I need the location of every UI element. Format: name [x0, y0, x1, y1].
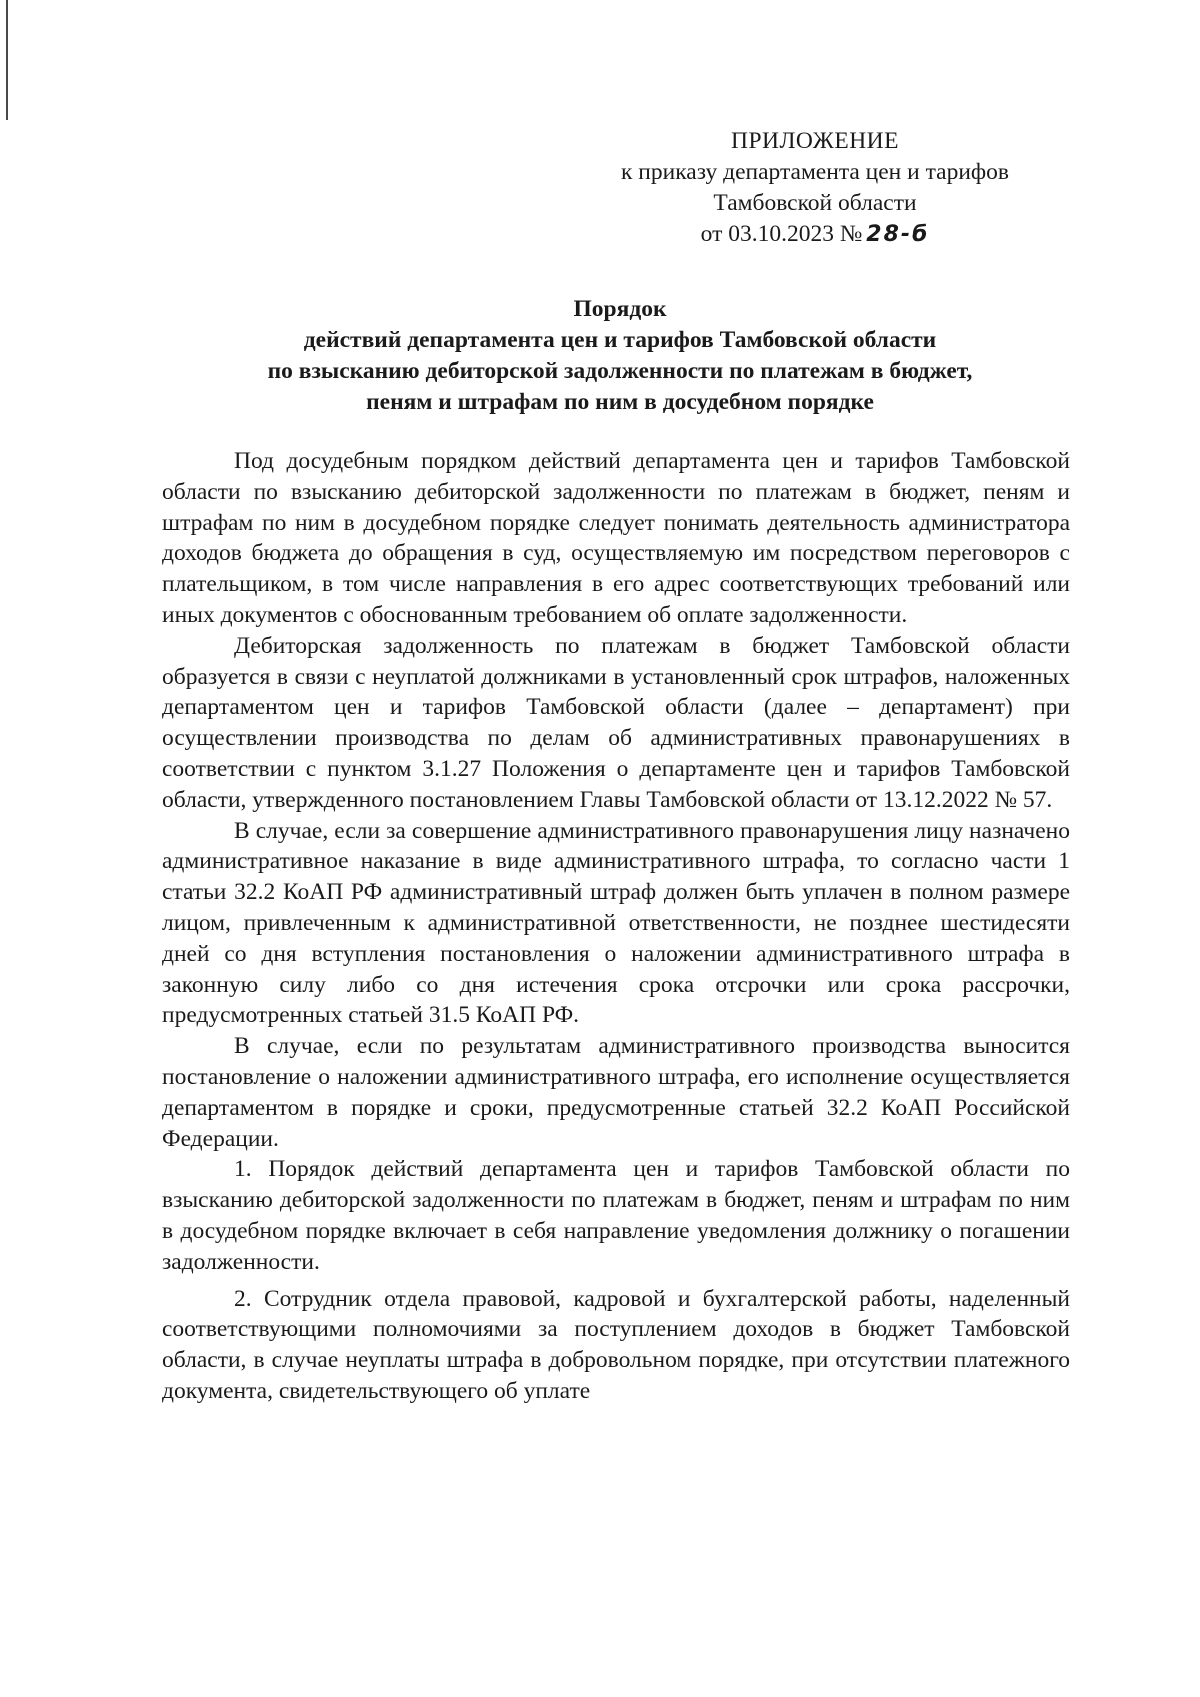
appendix-block [580, 126, 1050, 250]
document-title [160, 294, 1080, 418]
title-line-2: действий департамента цен и тарифов Тамбовской области [303, 327, 937, 353]
appendix-region-line: Тамбовской области [713, 190, 917, 216]
appendix-date-line [580, 219, 1050, 250]
body-paragraph-1: Под досудебным порядком действий департамента цен и тарифов Тамбовской области по взысканию дебиторской задолженности по платежам в бюджет, пеням и штрафам по ним в досудебном порядке следует понимать деятельность администратора доходов бюджета до обращения в суд, осуществляемую им посредством переговоров с плательщиком, в том числе направления в его адрес соответствующих требований или иных документов с обоснованным требованием об оплате задолженности. [162, 448, 1070, 628]
body-paragraph-2: Дебиторская задолженность по платежам в бюджет Тамбовской области образуется в связи с неуплатой должниками в установленный срок штрафов, наложенных департаментом цен и тарифов Тамбовской области (далее – департамент) при осуществлении производства по делам об административных правонарушениях в соответствии с пунктом 3.1.27 Положения о департаменте цен и тарифов Тамбовской области, утвержденного постановлением Главы Тамбовской области от 13.12.2022 № 57. [162, 632, 1070, 813]
appendix-heading: ПРИЛОЖЕНИЕ [730, 128, 900, 154]
title-line-4: пеням и штрафам по ним в досудебном порядке [366, 389, 874, 415]
scan-edge-line [6, 0, 8, 120]
title-line-1: Порядок [573, 296, 667, 322]
title-line-3: по взысканию дебиторской задолженности по платежам в бюджет, [267, 358, 973, 384]
appendix-order-line: к приказу департамента цен и тарифов [621, 159, 1009, 185]
body-paragraph-3: В случае, если за совершение административного правонарушения лицу назначено административное наказание в виде административного штрафа, то согласно части 1 статьи 32.2 КоАП РФ административный штраф должен быть уплачен в полном размере лицом, привлеченным к административной ответственности, не позднее шестидесяти дней со дня вступления постановления о наложении административного штрафа в законную силу либо со дня истечения срока отсрочки или срока рассрочки, предусмотренных статьей 31.5 КоАП РФ. [162, 817, 1070, 1029]
handwritten-order-number: 28-б [866, 222, 930, 247]
body-paragraph-6: 2. Сотрудник отдела правовой, кадровой и бухгалтерской работы, наделенный соответствующими полномочиями за поступлением доходов в бюджет Тамбовской области, в случае неуплаты штрафа в добровольном порядке, при отсутствии платежного документа, свидетельствующего об уплате [162, 1285, 1070, 1404]
appendix-date: от 03.10.2023 № [700, 221, 863, 247]
body-paragraph-5: 1. Порядок действий департамента цен и тарифов Тамбовской области по взысканию дебиторской задолженности по платежам в бюджет, пеням и штрафам по ним в досудебном порядке включает в себя направление уведомления должнику о погашении задолженности. [162, 1156, 1070, 1275]
document-body [162, 446, 1070, 1407]
body-paragraph-4: В случае, если по результатам административного производства выносится постановление о наложении административного штрафа, его исполнение осуществляется департаментом в порядке и сроки, предусмотренные статьей 32.2 КоАП Российской Федерации. [162, 1033, 1070, 1152]
